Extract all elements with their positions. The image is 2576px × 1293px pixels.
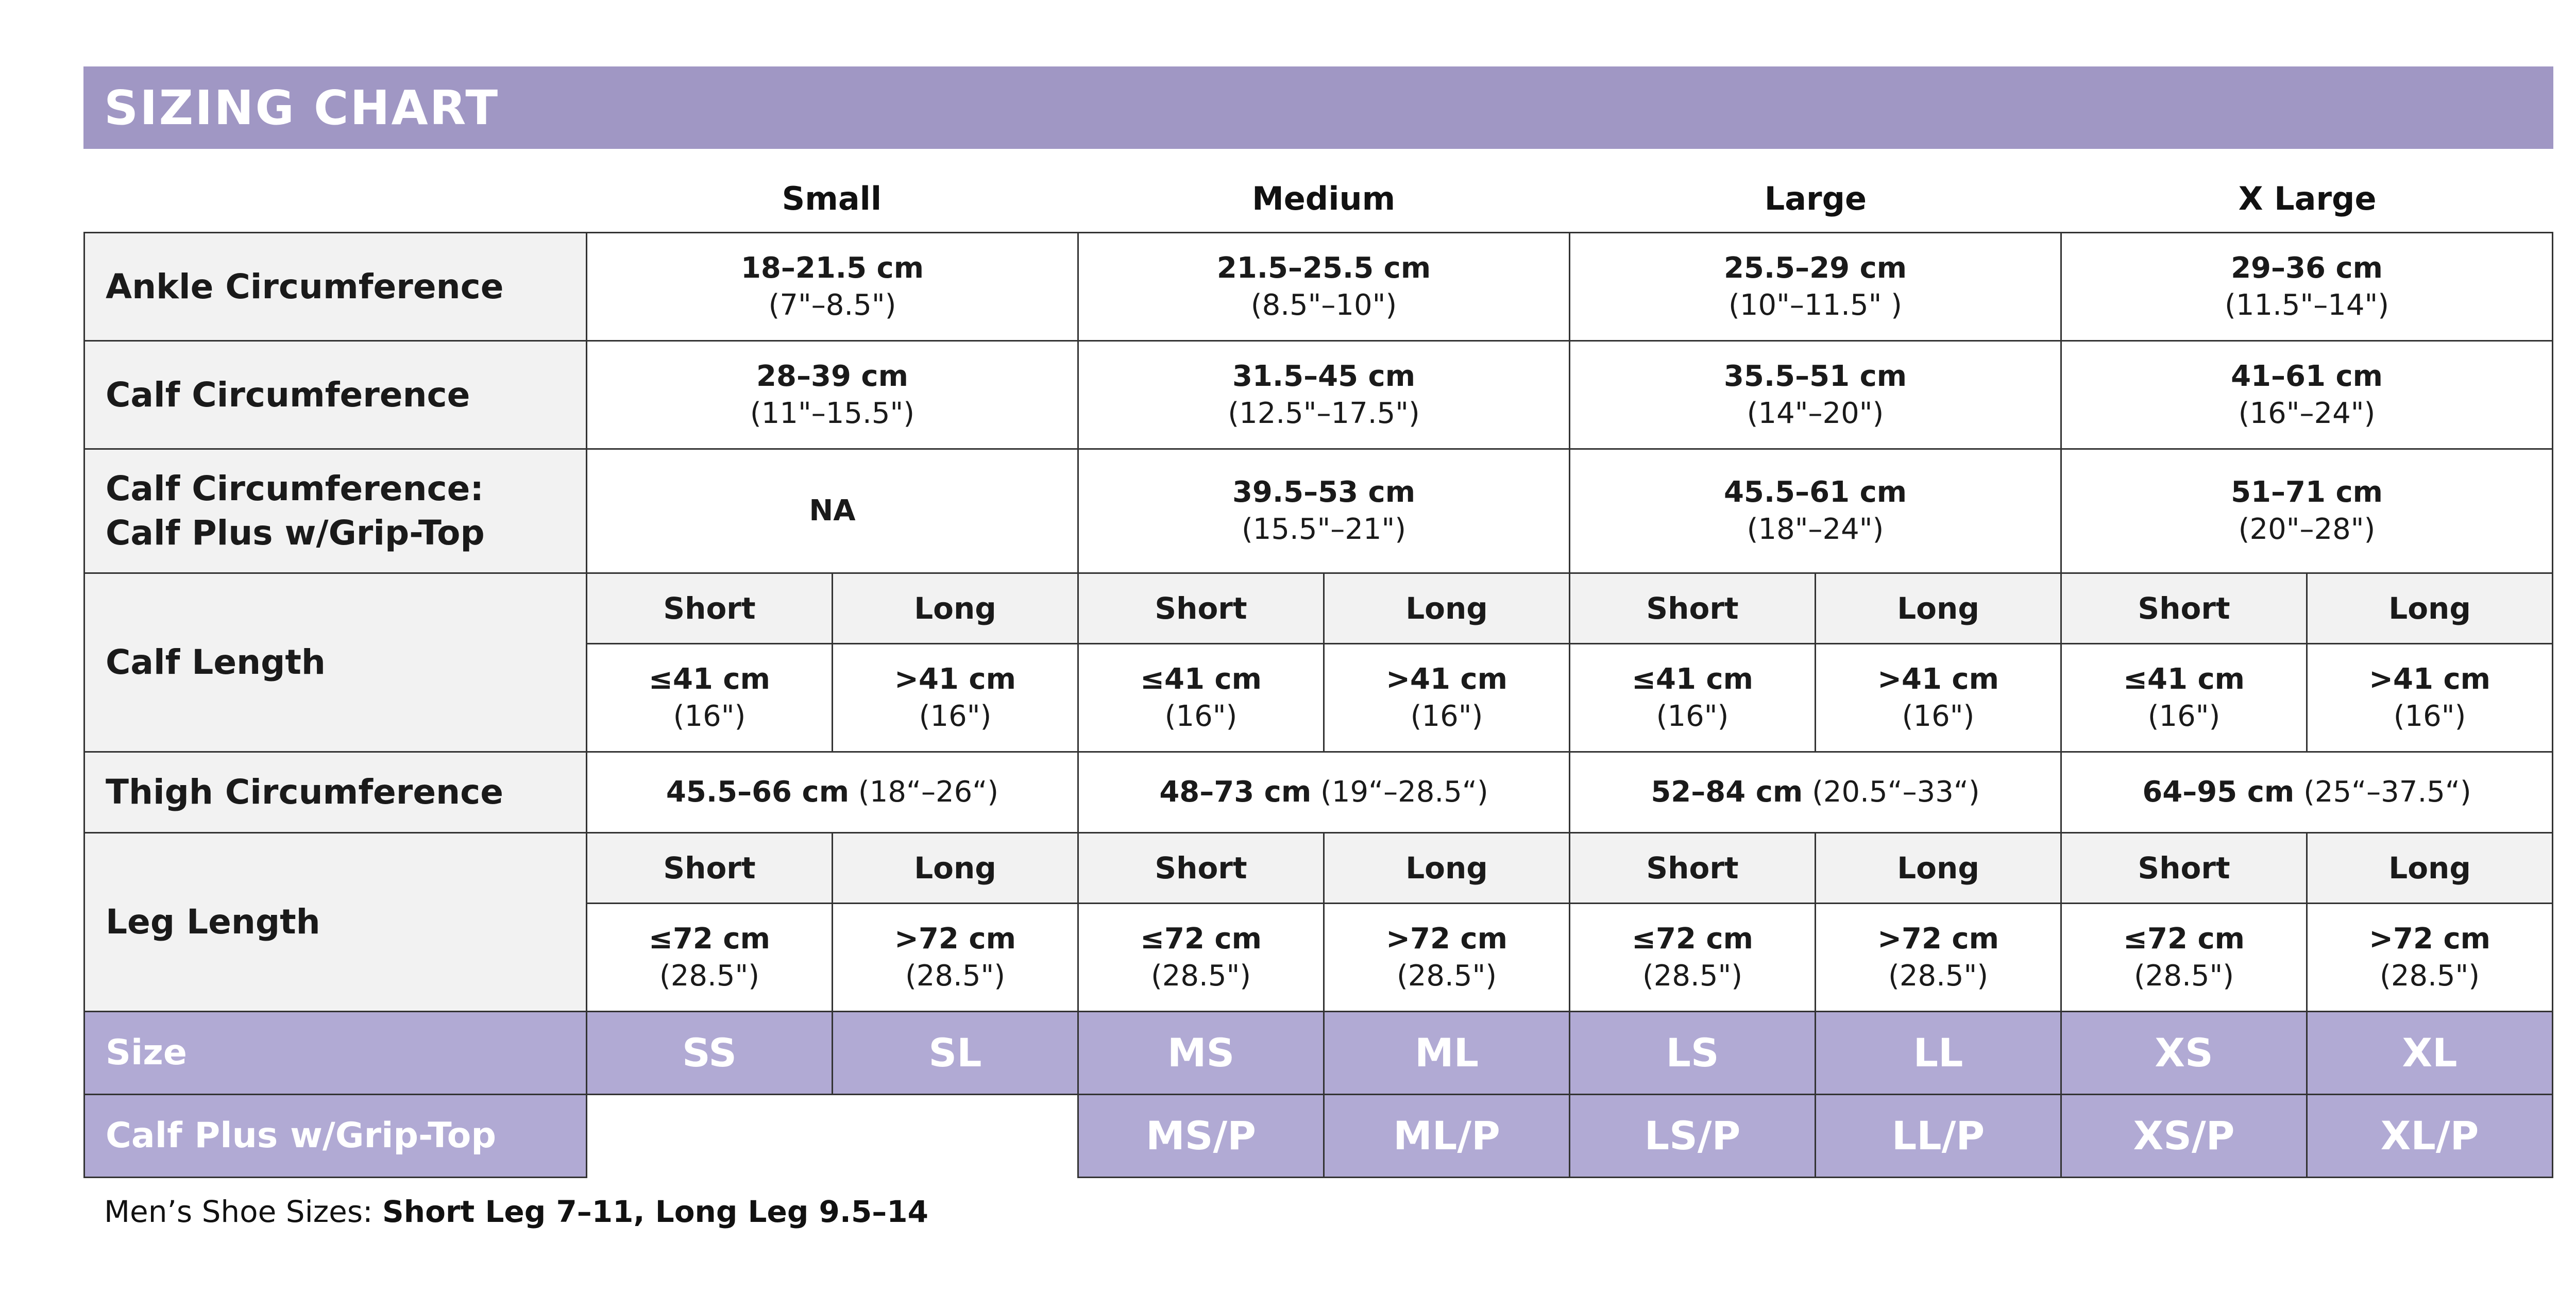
ankle-small-cell xyxy=(587,233,1078,341)
size-header-medium: Medium xyxy=(1252,179,1396,217)
calf-medium-in: (12.5"–17.5") xyxy=(1228,396,1420,430)
calf-large-in: (14"–20") xyxy=(1747,396,1884,430)
calf-length-value-in: (16") xyxy=(673,699,746,733)
plus-code-xs-p: XS/P xyxy=(2061,1095,2307,1178)
leg-length-value-cm: >72 cm xyxy=(2369,922,2490,956)
leg-length-header-small-long: Long xyxy=(833,833,1078,904)
ankle-medium-cm: 21.5–25.5 cm xyxy=(1216,251,1431,285)
row-label-calf-plus-line2: Calf Plus w/Grip-Top xyxy=(106,513,485,553)
calf-length-header-large-long: Long xyxy=(1816,573,2061,644)
row-label-calf-plus-circumference xyxy=(84,449,587,573)
row-label-calf-length: Calf Length xyxy=(84,573,587,752)
calf-length-value-in: (16") xyxy=(919,699,992,733)
leg-length-header-small-short: Short xyxy=(587,833,833,904)
ankle-medium-in: (8.5"–10") xyxy=(1250,288,1397,322)
calf-length-value-cm: >41 cm xyxy=(2369,662,2490,696)
size-code-xl: XL xyxy=(2307,1012,2553,1095)
empty-small-plus-cell xyxy=(587,1095,1078,1178)
thigh-x-large-cm: 64–95 cm xyxy=(2142,775,2295,809)
calf-length-header-large-short: Short xyxy=(1570,573,1816,644)
leg-length-x-large-long xyxy=(2307,904,2553,1012)
size-code-ms: MS xyxy=(1078,1012,1324,1095)
leg-length-value-in: (28.5") xyxy=(1642,959,1743,993)
calf-plus-x-large-cm: 51–71 cm xyxy=(2231,475,2383,509)
leg-length-medium-long xyxy=(1324,904,1570,1012)
size-header-small: Small xyxy=(782,179,882,217)
table-row-leg-length-headers xyxy=(84,833,2553,904)
leg-length-large-long xyxy=(1816,904,2061,1012)
calf-length-value-in: (16") xyxy=(1410,699,1483,733)
calf-length-header-x-large-long: Long xyxy=(2307,573,2553,644)
calf-plus-large-cell xyxy=(1570,449,2061,573)
size-code-ls: LS xyxy=(1570,1012,1816,1095)
thigh-small-in: (18“–26“) xyxy=(858,775,999,809)
leg-length-large-short xyxy=(1570,904,1816,1012)
plus-code-ls-p: LS/P xyxy=(1570,1095,1816,1178)
sizing-table xyxy=(83,232,2553,1178)
plus-code-ml-p: ML/P xyxy=(1324,1095,1570,1178)
thigh-large-cm: 52–84 cm xyxy=(1651,775,1803,809)
calf-length-medium-long xyxy=(1324,644,1570,752)
ankle-small-in: (7"–8.5") xyxy=(768,288,896,322)
size-code-ss: SS xyxy=(587,1012,833,1095)
calf-small-in: (11"–15.5") xyxy=(750,396,915,430)
ankle-large-cm: 25.5–29 cm xyxy=(1723,251,1907,285)
calf-x-large-in: (16"–24") xyxy=(2238,396,2376,430)
calf-length-header-small-short: Short xyxy=(587,573,833,644)
ankle-medium-cell xyxy=(1078,233,1570,341)
plus-code-ll-p: LL/P xyxy=(1816,1095,2061,1178)
size-code-ll: LL xyxy=(1816,1012,2061,1095)
leg-length-value-in: (28.5") xyxy=(659,959,760,993)
row-label-size: Size xyxy=(84,1012,587,1095)
size-header-x-large: X Large xyxy=(2238,179,2377,217)
thigh-medium-cm: 48–73 cm xyxy=(1159,775,1312,809)
leg-length-header-large-short: Short xyxy=(1570,833,1816,904)
calf-plus-large-in: (18"–24") xyxy=(1747,513,1884,546)
thigh-medium-cell xyxy=(1078,752,1570,833)
calf-length-value-cm: ≤41 cm xyxy=(2123,662,2245,696)
table-row-size-codes xyxy=(84,1012,2553,1095)
footnote-label: Men’s Shoe Sizes: xyxy=(104,1194,383,1229)
leg-length-value-cm: ≤72 cm xyxy=(2123,922,2245,956)
calf-length-value-in: (16") xyxy=(1656,699,1729,733)
calf-plus-x-large-cell xyxy=(2061,449,2553,573)
ankle-large-in: (10"–11.5" ) xyxy=(1728,288,1903,322)
leg-length-header-medium-long: Long xyxy=(1324,833,1570,904)
leg-length-header-medium-short: Short xyxy=(1078,833,1324,904)
calf-plus-large-cm: 45.5–61 cm xyxy=(1723,475,1907,509)
calf-length-small-long xyxy=(833,644,1078,752)
thigh-small-cell xyxy=(587,752,1078,833)
leg-length-value-cm: ≤72 cm xyxy=(1140,922,1262,956)
size-header-large: Large xyxy=(1764,179,1867,217)
footnote-value: Short Leg 7–11, Long Leg 9.5–14 xyxy=(382,1194,929,1229)
table-row-ankle-circumference xyxy=(84,233,2553,341)
calf-plus-x-large-in: (20"–28") xyxy=(2238,513,2376,546)
ankle-x-large-cm: 29–36 cm xyxy=(2231,251,2383,285)
leg-length-header-large-long: Long xyxy=(1816,833,2061,904)
calf-length-value-in: (16") xyxy=(1164,699,1238,733)
calf-plus-small-cell xyxy=(587,449,1078,573)
calf-length-value-cm: ≤41 cm xyxy=(649,662,770,696)
calf-length-value-cm: ≤41 cm xyxy=(1632,662,1753,696)
calf-length-x-large-short xyxy=(2061,644,2307,752)
table-row-calf-plus-circumference xyxy=(84,449,2553,573)
calf-medium-cm: 31.5–45 cm xyxy=(1232,359,1416,393)
calf-plus-medium-cm: 39.5–53 cm xyxy=(1232,475,1416,509)
ankle-small-cm: 18–21.5 cm xyxy=(740,251,924,285)
leg-length-value-cm: ≤72 cm xyxy=(1632,922,1753,956)
calf-length-header-small-long: Long xyxy=(833,573,1078,644)
calf-length-value-in: (16") xyxy=(2393,699,2466,733)
calf-large-cm: 35.5–51 cm xyxy=(1723,359,1907,393)
leg-length-value-in: (28.5") xyxy=(1888,959,1989,993)
leg-length-value-cm: >72 cm xyxy=(1386,922,1507,956)
leg-length-value-cm: ≤72 cm xyxy=(649,922,770,956)
calf-length-medium-short xyxy=(1078,644,1324,752)
calf-length-value-cm: ≤41 cm xyxy=(1140,662,1262,696)
leg-length-value-cm: >72 cm xyxy=(894,922,1016,956)
size-code-xs: XS xyxy=(2061,1012,2307,1095)
calf-length-header-medium-short: Short xyxy=(1078,573,1324,644)
calf-length-large-long xyxy=(1816,644,2061,752)
calf-length-x-large-long xyxy=(2307,644,2553,752)
calf-medium-cell xyxy=(1078,341,1570,449)
row-label-leg-length: Leg Length xyxy=(84,833,587,1012)
leg-length-header-x-large-short: Short xyxy=(2061,833,2307,904)
row-label-ankle-circumference: Ankle Circumference xyxy=(84,233,587,341)
leg-length-value-in: (28.5") xyxy=(1150,959,1251,993)
sizing-chart-banner xyxy=(83,66,2553,149)
plus-code-xl-p: XL/P xyxy=(2307,1095,2553,1178)
table-row-thigh-circumference xyxy=(84,752,2553,833)
table-row-calf-circumference xyxy=(84,341,2553,449)
calf-length-header-x-large-short: Short xyxy=(2061,573,2307,644)
calf-length-value-in: (16") xyxy=(2147,699,2221,733)
plus-code-ms-p: MS/P xyxy=(1078,1095,1324,1178)
leg-length-value-cm: >72 cm xyxy=(1877,922,1999,956)
leg-length-x-large-short xyxy=(2061,904,2307,1012)
ankle-x-large-cell xyxy=(2061,233,2553,341)
leg-length-header-x-large-long: Long xyxy=(2307,833,2553,904)
calf-length-small-short xyxy=(587,644,833,752)
leg-length-value-in: (28.5") xyxy=(2133,959,2234,993)
thigh-large-cell xyxy=(1570,752,2061,833)
thigh-medium-in: (19“–28.5“) xyxy=(1320,775,1488,809)
leg-length-small-long xyxy=(833,904,1078,1012)
row-label-thigh-circumference: Thigh Circumference xyxy=(84,752,587,833)
calf-large-cell xyxy=(1570,341,2061,449)
thigh-x-large-in: (25“–37.5“) xyxy=(2303,775,2471,809)
calf-plus-small-cm: NA xyxy=(809,494,856,528)
calf-length-large-short xyxy=(1570,644,1816,752)
leg-length-medium-short xyxy=(1078,904,1324,1012)
thigh-x-large-cell xyxy=(2061,752,2553,833)
leg-length-value-in: (28.5") xyxy=(2379,959,2480,993)
row-label-calf-plus-grip-top: Calf Plus w/Grip-Top xyxy=(84,1095,587,1178)
leg-length-value-in: (28.5") xyxy=(905,959,1006,993)
calf-length-value-cm: >41 cm xyxy=(1386,662,1507,696)
page-title: SIZING CHART xyxy=(104,80,500,135)
calf-plus-medium-cell xyxy=(1078,449,1570,573)
ankle-x-large-in: (11.5"–14") xyxy=(2224,288,2389,322)
shoe-sizes-footnote xyxy=(104,1194,928,1229)
calf-small-cm: 28–39 cm xyxy=(756,359,908,393)
calf-length-value-cm: >41 cm xyxy=(894,662,1016,696)
size-column-headers xyxy=(586,165,2553,232)
size-code-ml: ML xyxy=(1324,1012,1570,1095)
calf-length-value-cm: >41 cm xyxy=(1877,662,1999,696)
size-code-sl: SL xyxy=(833,1012,1078,1095)
table-row-calf-length-headers xyxy=(84,573,2553,644)
leg-length-value-in: (28.5") xyxy=(1396,959,1497,993)
thigh-small-cm: 45.5–66 cm xyxy=(666,775,850,809)
thigh-large-in: (20.5“–33“) xyxy=(1812,775,1980,809)
row-label-calf-plus-line1: Calf Circumference: xyxy=(106,469,484,509)
ankle-large-cell xyxy=(1570,233,2061,341)
row-label-calf-circumference: Calf Circumference xyxy=(84,341,587,449)
table-row-calf-plus-codes xyxy=(84,1095,2553,1178)
leg-length-small-short xyxy=(587,904,833,1012)
calf-x-large-cell xyxy=(2061,341,2553,449)
calf-length-value-in: (16") xyxy=(1902,699,1975,733)
calf-x-large-cm: 41–61 cm xyxy=(2231,359,2383,393)
calf-small-cell xyxy=(587,341,1078,449)
calf-length-header-medium-long: Long xyxy=(1324,573,1570,644)
calf-plus-medium-in: (15.5"–21") xyxy=(1241,513,1406,546)
